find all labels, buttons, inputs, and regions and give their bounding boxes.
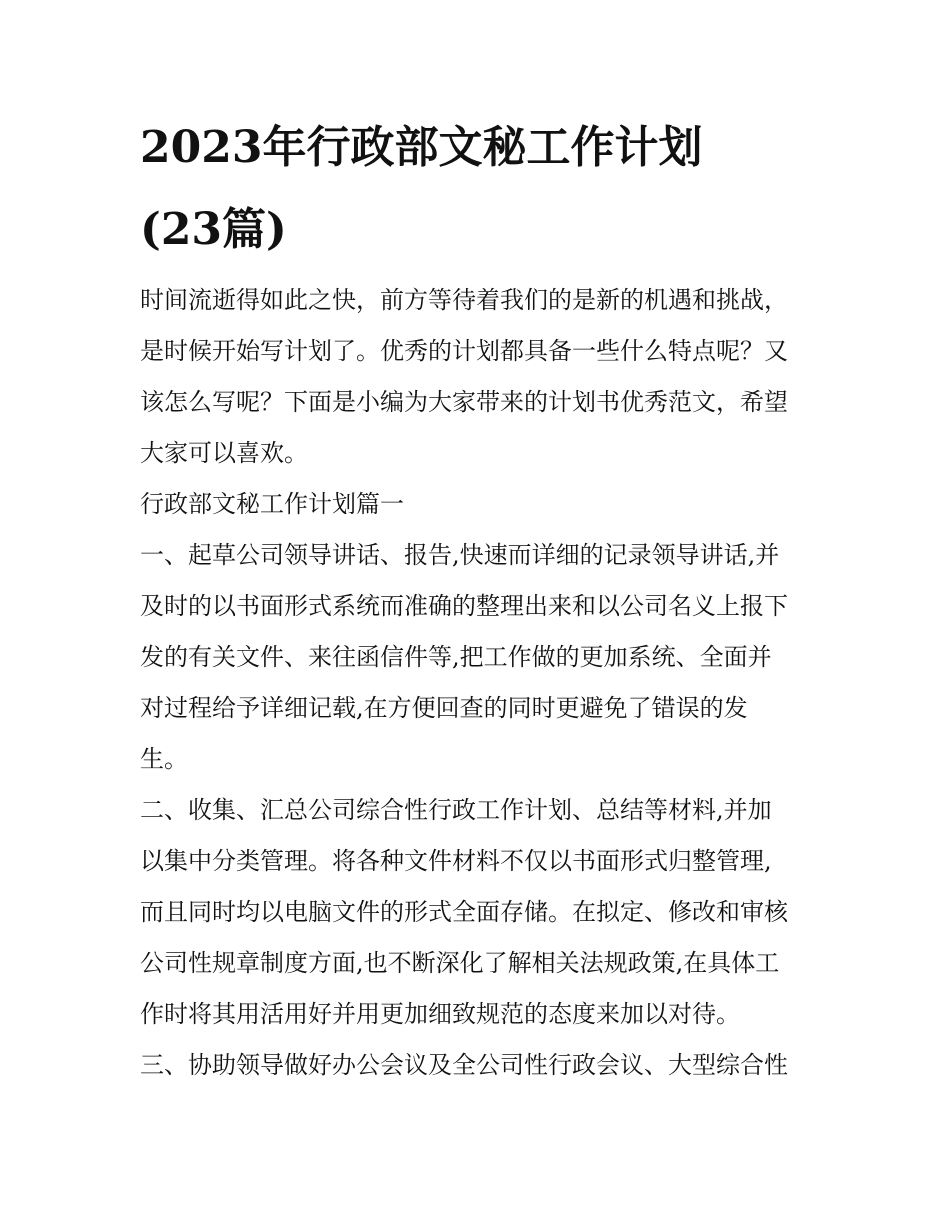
- body-line: 对过程给予详细记载,在方便回查的同时更避免了错误的发: [140, 694, 748, 722]
- body-line: 大家可以喜欢。: [140, 439, 308, 467]
- document-title-line-1: 2023年行政部文秘工作计划: [140, 122, 703, 173]
- body-line: 而且同时均以电脑文件的形式全面存储。在拟定、修改和审核: [140, 898, 788, 926]
- body-line: 公司性规章制度方面,也不断深化了解相关法规政策,在具体工: [140, 949, 780, 977]
- body-line: 是时候开始写计划了。优秀的计划都具备一些什么特点呢？又: [140, 337, 788, 365]
- body-line: 生。: [140, 745, 188, 773]
- document-title-line-2: (23篇): [140, 204, 287, 255]
- body-line: 一、起草公司领导讲话、报告,快速而详细的记录领导讲话,并: [140, 541, 780, 569]
- body-line: 该怎么写呢？下面是小编为大家带来的计划书优秀范文，希望: [140, 388, 788, 416]
- body-line: 二、收集、汇总公司综合性行政工作计划、总结等材料,并加: [140, 796, 772, 824]
- body-line: 作时将其用活用好并用更加细致规范的态度来加以对待。: [140, 1000, 740, 1028]
- body-line: 以集中分类管理。将各种文件材料不仅以书面形式归整管理,: [140, 847, 772, 875]
- body-line: 发的有关文件、来往函信件等,把工作做的更加系统、全面并: [140, 643, 772, 671]
- body-line: 及时的以书面形式系统而准确的整理出来和以公司名义上报下: [140, 592, 788, 620]
- section-heading: 行政部文秘工作计划篇一: [140, 490, 404, 518]
- body-line: 三、协助领导做好办公会议及全公司性行政会议、大型综合性: [140, 1051, 788, 1079]
- body-line: 时间流逝得如此之快，前方等待着我们的是新的机遇和挑战，: [140, 286, 788, 314]
